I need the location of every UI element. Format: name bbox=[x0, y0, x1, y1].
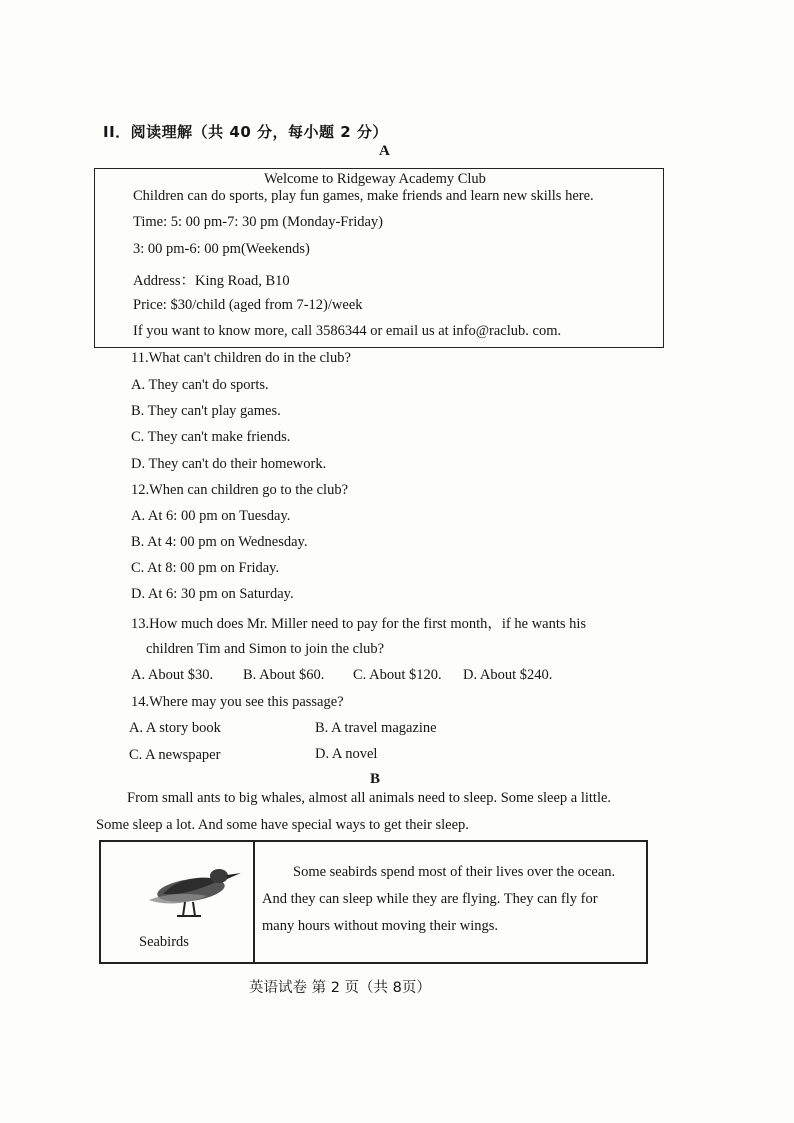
passage-b-intro-line1: From small ants to big whales, almost all animals need to sleep. Some sleep a little. bbox=[127, 790, 612, 806]
question-11-option-c[interactable]: C. They can't make friends. bbox=[131, 429, 291, 445]
seabird-table bbox=[99, 840, 648, 964]
question-12-option-c[interactable]: C. At 8: 00 pm on Friday. bbox=[131, 560, 280, 576]
page-footer: 英语试卷 第 2 页（共 8页） bbox=[249, 980, 431, 996]
seabird-description-line2: And they can sleep while they are flying. They can fly for bbox=[262, 891, 598, 907]
question-12-stem: 12.When can children go to the club? bbox=[131, 482, 349, 498]
question-13-stem-line2: children Tim and Simon to join the club? bbox=[146, 641, 385, 657]
question-11-option-d[interactable]: D. They can't do their homework. bbox=[131, 456, 327, 472]
question-13-option-c[interactable]: C. About $120. bbox=[353, 667, 442, 683]
question-14-option-b[interactable]: B. A travel magazine bbox=[315, 720, 437, 736]
notice-intro: Children can do sports, play fun games, make friends and learn new skills here. bbox=[133, 188, 594, 204]
notice-time-weekend: 3: 00 pm-6: 00 pm(Weekends) bbox=[133, 241, 310, 257]
passage-b-intro-line2: Some sleep a lot. And some have special ways to get their sleep. bbox=[96, 817, 469, 833]
notice-price: Price: $30/child (aged from 7-12)/week bbox=[133, 297, 363, 313]
question-13-option-b[interactable]: B. About $60. bbox=[243, 667, 325, 683]
question-13-stem-line1: 13.How much does Mr. Miller need to pay for the first month，if he wants his bbox=[131, 616, 587, 632]
notice-time-weekday: Time: 5: 00 pm-7: 30 pm (Monday-Friday) bbox=[133, 214, 383, 230]
notice-title: Welcome to Ridgeway Academy Club bbox=[264, 171, 486, 187]
question-14-stem: 14.Where may you see this passage? bbox=[131, 694, 344, 710]
table-divider bbox=[253, 842, 255, 962]
question-11-option-a[interactable]: A. They can't do sports. bbox=[131, 377, 269, 393]
question-13-option-d[interactable]: D. About $240. bbox=[463, 667, 553, 683]
question-11-option-b[interactable]: B. They can't play games. bbox=[131, 403, 281, 419]
question-14-option-d[interactable]: D. A novel bbox=[315, 746, 378, 762]
passage-b-letter: B bbox=[370, 771, 381, 787]
question-11-stem: 11.What can't children do in the club? bbox=[131, 350, 351, 366]
question-12-option-b[interactable]: B. At 4: 00 pm on Wednesday. bbox=[131, 534, 308, 550]
question-13-option-a[interactable]: A. About $30. bbox=[131, 667, 214, 683]
notice-address: Address：King Road, B10 bbox=[133, 273, 290, 289]
passage-a-letter: A bbox=[379, 143, 390, 159]
section-heading: II．阅读理解（共 40 分，每小题 2 分） bbox=[103, 123, 388, 141]
seabird-description-line1: Some seabirds spend most of their lives over the ocean. bbox=[293, 864, 616, 880]
seabird-icon bbox=[141, 856, 241, 920]
question-12-option-a[interactable]: A. At 6: 00 pm on Tuesday. bbox=[131, 508, 291, 524]
notice-contact: If you want to know more, call 3586344 or email us at info@raclub. com. bbox=[133, 323, 562, 339]
seabird-description-line3: many hours without moving their wings. bbox=[262, 918, 499, 934]
question-14-option-c[interactable]: C. A newspaper bbox=[129, 747, 221, 763]
seabird-label: Seabirds bbox=[139, 934, 189, 950]
question-14-option-a[interactable]: A. A story book bbox=[129, 720, 221, 736]
question-12-option-d[interactable]: D. At 6: 30 pm on Saturday. bbox=[131, 586, 294, 602]
